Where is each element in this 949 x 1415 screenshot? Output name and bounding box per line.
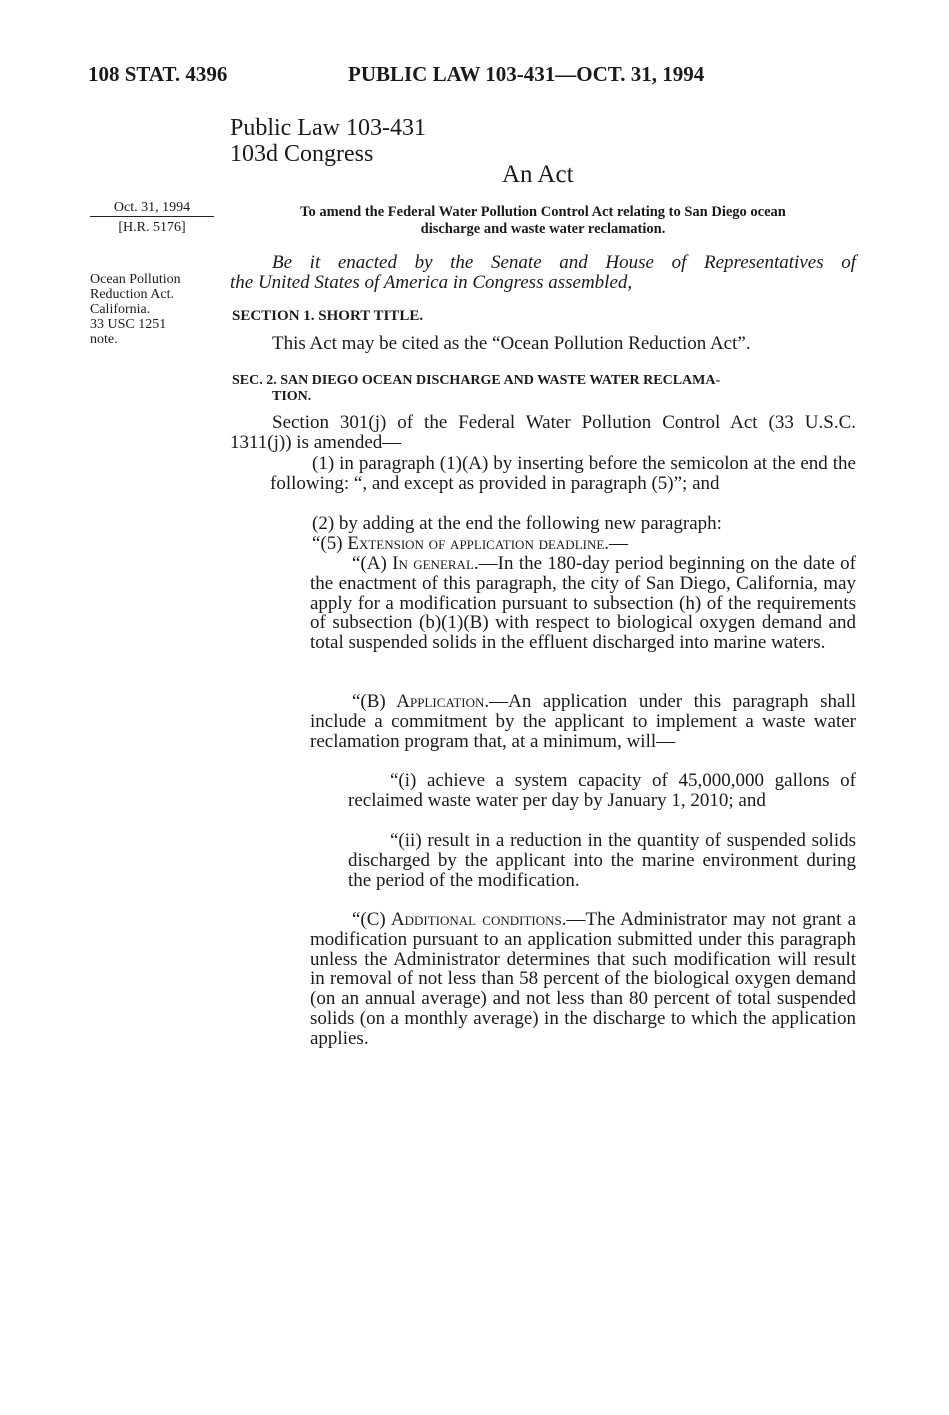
margin-note: California. xyxy=(90,302,151,317)
margin-note: Ocean Pollution xyxy=(90,272,181,287)
margin-bill-number: [H.R. 5176] xyxy=(118,220,186,235)
margin-note: note. xyxy=(90,332,118,347)
section-2-heading: SEC. 2. SAN DIEGO OCEAN DISCHARGE AND WASTE WATER RECLAMA- TION. xyxy=(232,373,721,404)
subparagraph-a-text: —In the 180-day period beginning on the date of the enactment of this paragraph, the city of San Diego, California, may apply for a modification pursuant to subsection (h) of the requirements of subsection (b)(1)(B) with respect to biological oxygen demand and total suspended solids in the effluent discharged into marine waters. xyxy=(310,553,857,654)
section-1-text: This Act may be cited as the “Ocean Pollution Reduction Act”. xyxy=(272,333,751,354)
running-title: PUBLIC LAW 103-431—OCT. 31, 1994 xyxy=(348,62,705,86)
congress-number: 103d Congress xyxy=(230,141,374,167)
enacting-clause: Be it enacted by the Senate and House of Representatives of the United States of America in Congress assembled, xyxy=(230,252,856,293)
amendment-item-1: (1) in paragraph (1)(A) by inserting before the semicolon at the end the following: “, and except as provided in paragraph (5)”; and xyxy=(270,453,856,494)
act-purpose: To amend the Federal Water Pollution Control Act relating to San Diego ocean discharge and waste water reclamation. xyxy=(300,204,786,237)
subparagraph-b-heading: “(B) Application. xyxy=(352,691,490,712)
subparagraph-a-heading: “(A) In general. xyxy=(352,553,479,574)
clause-i: “(i) achieve a system capacity of 45,000,000 gallons of reclaimed waste water per day by January 1, 2010; and xyxy=(348,770,856,811)
subparagraph-c xyxy=(310,910,856,1049)
margin-note: 33 USC 1251 xyxy=(90,317,167,332)
subparagraph-c-text: —The Administrator may not grant a modification pursuant to an application submitted under this paragraph unless the Administrator determines that such modification will result in removal of not less than 58 percent of the biological oxygen demand (on an annual average) and not less than 80 percent of total suspended solids (on a monthly average) in the discharge to which the application applies. xyxy=(310,909,856,1049)
subparagraph-a xyxy=(310,554,856,653)
subparagraph-b-text: —An application under this paragraph shall include a commitment by the applicant to implement a waste water reclamation program that, at a minimum, will— xyxy=(310,691,857,752)
margin-note-list xyxy=(90,272,181,347)
section-1-heading: SECTION 1. SHORT TITLE. xyxy=(232,308,424,324)
subparagraph-b xyxy=(310,692,856,751)
public-law-number: Public Law 103-431 xyxy=(230,115,426,141)
margin-date: Oct. 31, 1994 xyxy=(90,200,214,217)
page-reference: 108 STAT. 4396 xyxy=(88,62,228,86)
section-2-intro: Section 301(j) of the Federal Water Pollution Control Act (33 U.S.C. 1311(j)) is amended— xyxy=(230,412,856,453)
amendment-item-2: (2) by adding at the end the following new paragraph: xyxy=(312,513,722,534)
margin-note: Reduction Act. xyxy=(90,287,174,302)
act-label: An Act xyxy=(502,161,574,188)
clause-ii: “(ii) result in a reduction in the quantity of suspended solids discharged by the applicant into the marine environment during the period of the modification. xyxy=(348,830,856,891)
paragraph-5-heading: “(5) Extension of application deadline.— xyxy=(312,533,629,554)
subparagraph-c-heading: “(C) Additional conditions. xyxy=(352,909,567,930)
